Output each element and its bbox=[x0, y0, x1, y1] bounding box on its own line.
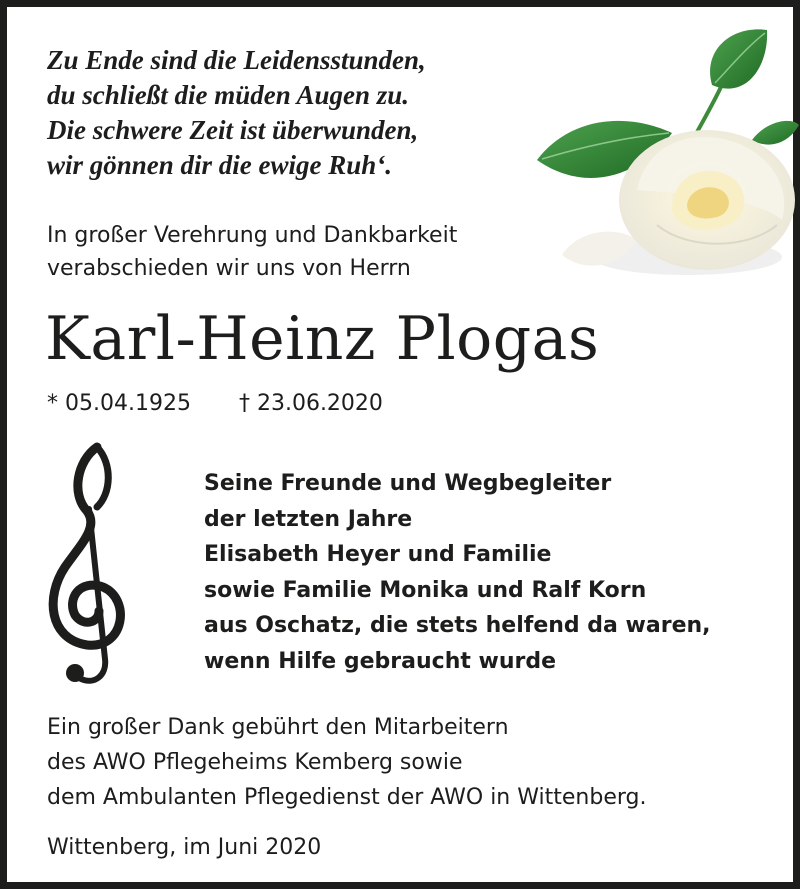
thanks-text bbox=[47, 710, 646, 815]
mourners bbox=[204, 466, 711, 679]
deceased-name: Karl-Heinz Plogas bbox=[45, 304, 600, 374]
treble-clef-icon bbox=[41, 439, 131, 689]
poem-line: Zu Ende sind die Leidensstunden, bbox=[47, 45, 426, 75]
intro-line: verabschieden wir uns von Herrn bbox=[47, 256, 411, 281]
mourner-line: der letzten Jahre bbox=[204, 506, 413, 532]
life-dates bbox=[47, 389, 383, 419]
birth-date: * 05.04.1925 bbox=[47, 391, 191, 416]
intro-text bbox=[47, 219, 457, 285]
thanks-line: Ein großer Dank gebührt den Mitarbeitern bbox=[47, 715, 509, 740]
place-date: Wittenberg, im Juni 2020 bbox=[47, 835, 322, 860]
thanks-line: des AWO Pflegeheims Kemberg sowie bbox=[47, 750, 463, 775]
poem-line: du schließt die müden Augen zu. bbox=[47, 80, 410, 110]
white-rose-image bbox=[537, 25, 800, 290]
death-date: † 23.06.2020 bbox=[238, 391, 383, 416]
mourner-line: wenn Hilfe gebraucht wurde bbox=[204, 648, 557, 674]
thanks-line: dem Ambulanten Pflegedienst der AWO in Wittenberg. bbox=[47, 785, 647, 810]
intro-line: In großer Verehrung und Dankbarkeit bbox=[47, 223, 458, 248]
poem-line: Die schwere Zeit ist überwunden, bbox=[47, 115, 419, 145]
mourner-line: aus Oschatz, die stets helfend da waren, bbox=[204, 613, 711, 638]
mourner-line: Seine Freunde und Wegbegleiter bbox=[204, 471, 612, 496]
mourner-line: Elisabeth Heyer und Familie bbox=[204, 542, 552, 567]
poem bbox=[47, 43, 426, 183]
mourner-line: sowie Familie Monika und Ralf Korn bbox=[204, 577, 647, 603]
poem-line: wir gönnen dir die ewige Ruh‘. bbox=[47, 150, 393, 180]
